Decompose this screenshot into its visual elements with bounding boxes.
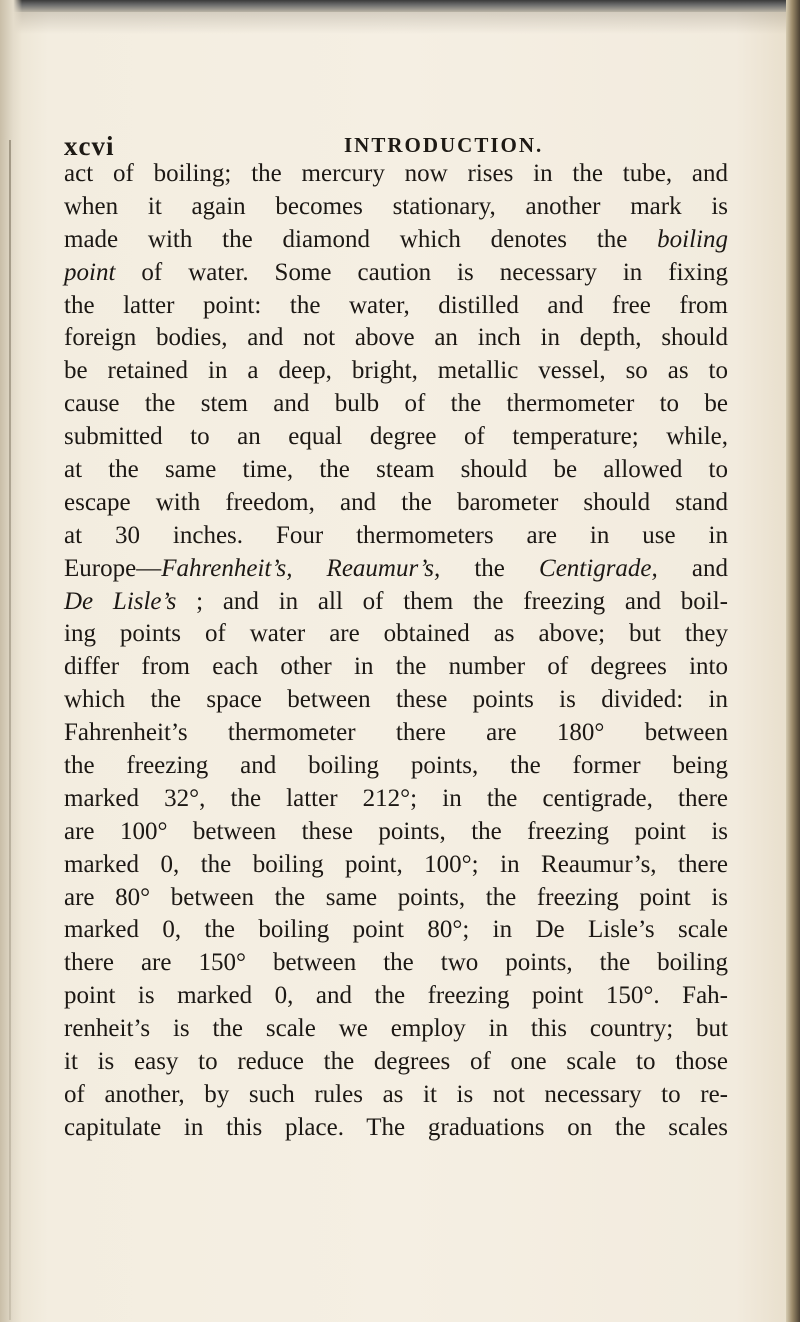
scan-top-shadow	[0, 12, 800, 34]
italic-term: Fahrenheit’s, Reaumur’s,	[161, 554, 441, 582]
text-line: when it again becomes stationary, another mark is	[64, 192, 728, 220]
page-right-edge	[786, 0, 800, 1322]
italic-term: boiling	[657, 225, 728, 253]
text-line: marked 0, the boiling point, 100°; in Reaumur’s, there	[64, 850, 728, 878]
text-line: Fahrenheit’s thermometer there are 180° between	[64, 719, 728, 747]
text-line: be retained in a deep, bright, metallic vessel, so as to	[64, 357, 728, 385]
text-line: escape with freedom, and the barometer should stand	[64, 488, 728, 516]
text-line: are 100° between these points, the freezing point is	[64, 817, 728, 845]
binding-shadow-line	[9, 140, 11, 1320]
text-line: which the space between these points is divided: in	[64, 686, 728, 714]
text-line: made with the diamond which denotes the boiling	[64, 225, 728, 253]
text-line: De Lisle’s ; and in all of them the freezing and boil-	[64, 587, 729, 615]
text-line: are 80° between the same points, the freezing point is	[64, 883, 728, 911]
text-line: it is easy to reduce the degrees of one scale to those	[64, 1048, 728, 1076]
italic-term: point	[64, 258, 116, 286]
running-head: INTRODUCTION.	[344, 133, 544, 157]
text-line: differ from each other in the number of degrees into	[64, 653, 728, 681]
text-line: Europe—Fahrenheit’s, Reaumur’s, the Centigrade, and	[64, 554, 728, 582]
text-line: at 30 inches. Four thermometers are in use in	[64, 521, 728, 549]
text-line: of another, by such rules as it is not necessary to re-	[64, 1080, 728, 1108]
text-line: ing points of water are obtained as above; but they	[64, 620, 728, 648]
text-line: cause the stem and bulb of the thermometer to be	[64, 390, 728, 418]
text-line: capitulate in this place. The graduations on the scales	[64, 1113, 728, 1141]
italic-term: De Lisle’s	[64, 587, 177, 615]
text-line: the freezing and boiling points, the former being	[64, 752, 728, 780]
text-line: there are 150° between the two points, the boiling	[64, 949, 728, 977]
italic-term: Centigrade,	[539, 554, 658, 582]
text-line: marked 32°, the latter 212°; in the centigrade, there	[64, 784, 728, 812]
text-line: point of water. Some caution is necessary in fixing	[64, 258, 728, 286]
text-line: foreign bodies, and not above an inch in depth, should	[64, 324, 728, 352]
text-line: at the same time, the steam should be allowed to	[64, 456, 728, 484]
text-line: the latter point: the water, distilled and free from	[64, 291, 728, 319]
text-line: renheit’s is the scale we employ in this country; but	[64, 1015, 728, 1043]
text-line: marked 0, the boiling point 80°; in De Lisle’s scale	[64, 916, 728, 944]
text-line: point is marked 0, and the freezing point 150°. Fah-	[64, 982, 728, 1010]
page-binding-edge	[0, 0, 22, 1322]
text-line: act of boiling; the mercury now rises in the tube, and	[64, 160, 728, 187]
text-line: submitted to an equal degree of temperature; while,	[64, 423, 728, 451]
body-text	[64, 158, 728, 1145]
scan-top-edge	[0, 0, 800, 12]
page-number: xcvi	[64, 131, 115, 161]
